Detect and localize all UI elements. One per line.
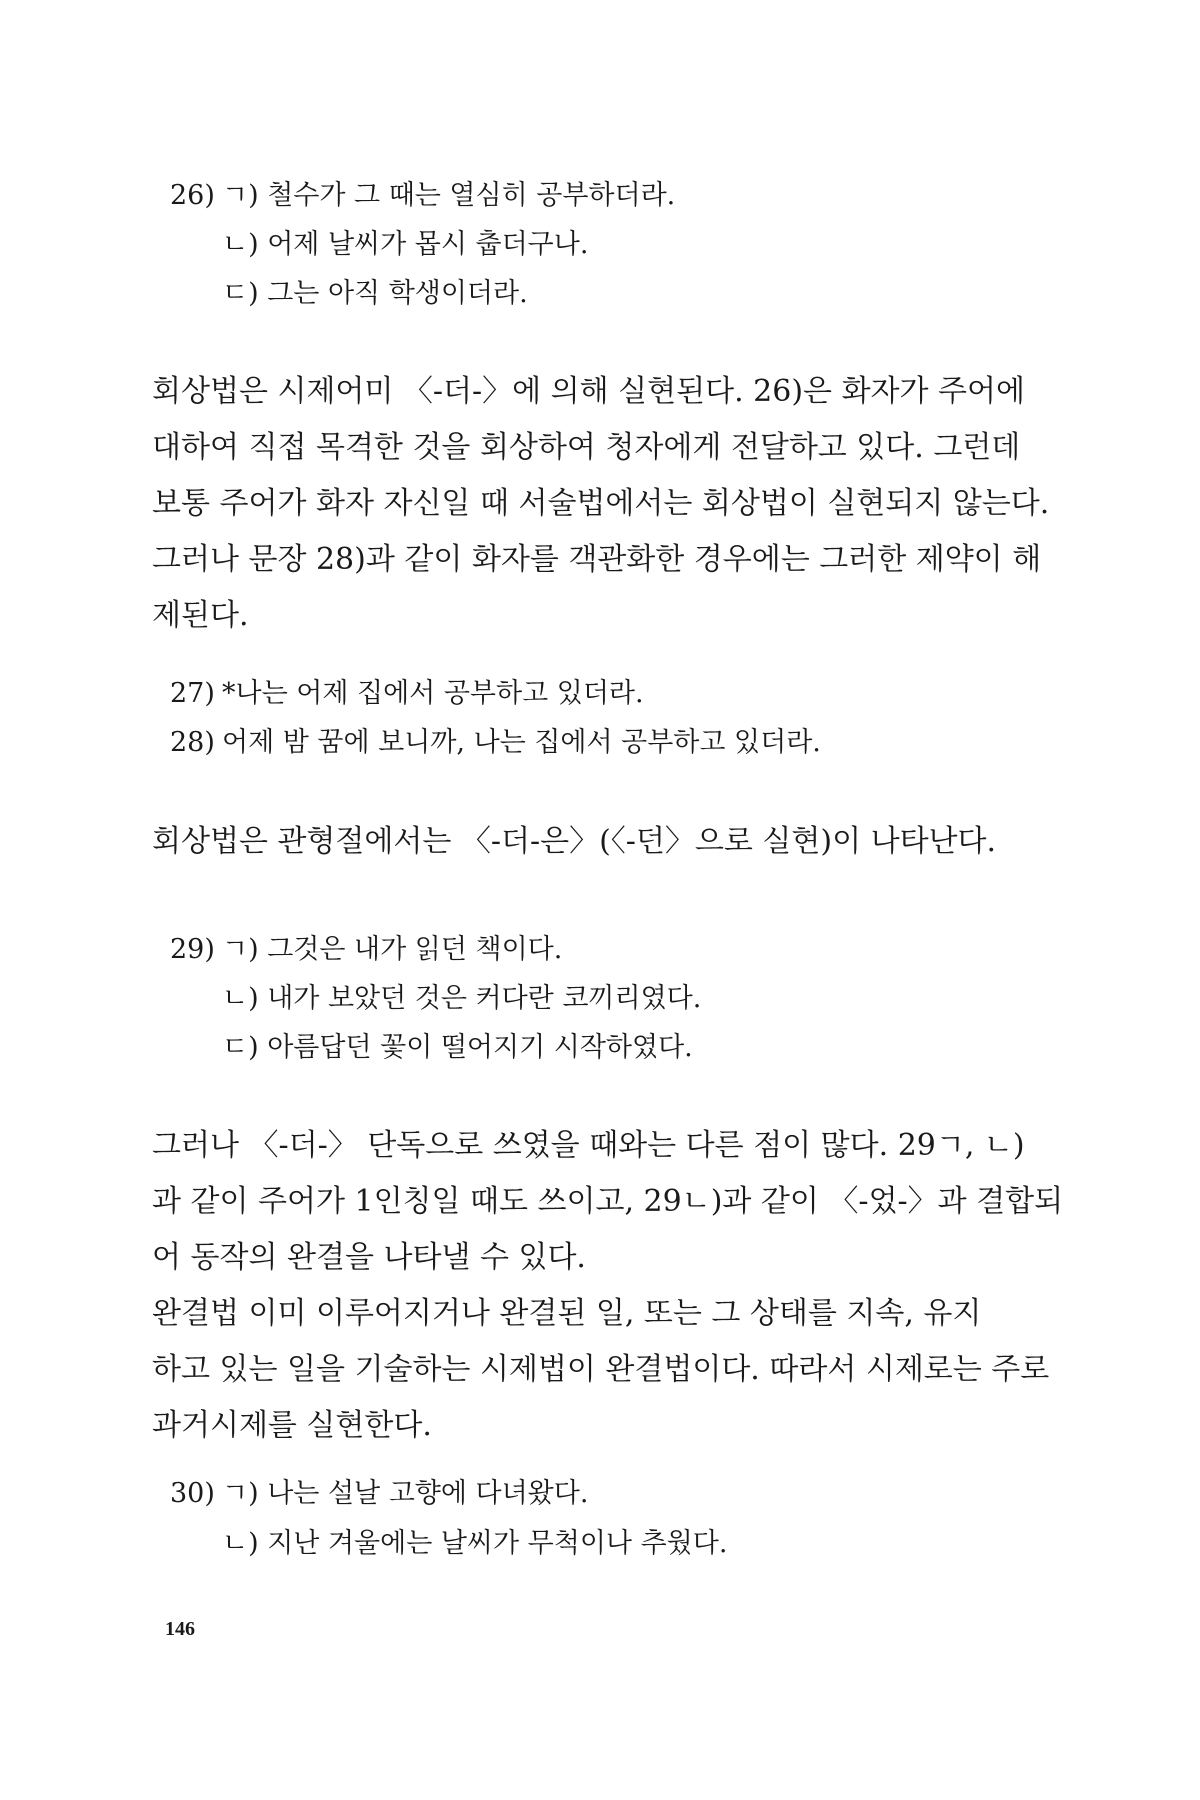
example-30-b: ㄴ) 지난 겨울에는 날씨가 무척이나 추웠다. [222, 1528, 728, 1559]
example-28 [170, 725, 821, 761]
paragraph-line: 회상법은 시제어미 〈-더-〉에 의해 실현된다. 26)은 화자가 주어에 [152, 374, 1025, 409]
example-number: 26) [170, 180, 215, 211]
example-30-a [170, 1476, 588, 1512]
paragraph-difference [152, 1118, 1064, 1286]
page-number: 146 [165, 1618, 195, 1640]
example-text: ㄱ) 철수가 그 때는 열심히 공부하더라. [222, 180, 676, 211]
example-text: 어제 밤 꿈에 보니까, 나는 집에서 공부하고 있더라. [222, 727, 821, 758]
example-26-b: ㄴ) 어제 날씨가 몹시 춥더구나. [222, 229, 589, 260]
paragraph-line: 하고 있는 일을 기술하는 시제법이 완결법이다. 따라서 시제로는 주로 [152, 1352, 1050, 1387]
example-29-c: ㄷ) 아름답던 꽃이 떨어지기 시작하였다. [222, 1032, 693, 1063]
paragraph-line: 어 동작의 완결을 나타낼 수 있다. [152, 1240, 586, 1275]
paragraph-line: 회상법은 관형절에서는 〈-더-은〉(〈-던〉으로 실현)이 나타난다. [152, 824, 997, 859]
paragraph-perfective [152, 1286, 1054, 1454]
paragraph-line: 그러나 문장 28)과 같이 화자를 객관화한 경우에는 그러한 제약이 해 [152, 542, 1042, 577]
paragraph-relative-clause [152, 814, 1054, 870]
paragraph-line: 그러나 〈-더-〉 단독으로 쓰였을 때와는 다른 점이 많다. 29ㄱ, ㄴ) [152, 1128, 1025, 1163]
example-26-c: ㄷ) 그는 아직 학생이더라. [222, 278, 528, 309]
example-27 [170, 676, 644, 712]
example-29-a [170, 932, 562, 968]
example-number: 28) [170, 727, 215, 758]
example-number: 29) [170, 934, 215, 965]
paragraph-line: 보통 주어가 화자 자신일 때 서술법에서는 회상법이 실현되지 않는다. [152, 486, 1050, 521]
example-text: *나는 어제 집에서 공부하고 있더라. [222, 678, 644, 709]
paragraph-line: 과거시제를 실현한다. [152, 1408, 432, 1443]
paragraph-line: 과 같이 주어가 1인칭일 때도 쓰이고, 29ㄴ)과 같이 〈-었-〉과 결합되 [152, 1184, 1064, 1219]
example-29-b: ㄴ) 내가 보았던 것은 커다란 코끼리였다. [222, 983, 702, 1014]
paragraph-line: 제된다. [152, 598, 249, 633]
example-26-a [170, 178, 675, 214]
paragraph-recollection [152, 364, 1054, 644]
paragraph-line: 완결법 이미 이루어지거나 완결된 일, 또는 그 상태를 지속, 유지 [152, 1296, 982, 1331]
example-text: ㄱ) 나는 설날 고향에 다녀왔다. [222, 1478, 589, 1509]
example-number: 27) [170, 678, 215, 709]
paragraph-line: 대하여 직접 목격한 것을 회상하여 청자에게 전달하고 있다. 그런데 [152, 430, 1021, 465]
example-number: 30) [170, 1478, 215, 1509]
example-text: ㄱ) 그것은 내가 읽던 책이다. [222, 934, 563, 965]
